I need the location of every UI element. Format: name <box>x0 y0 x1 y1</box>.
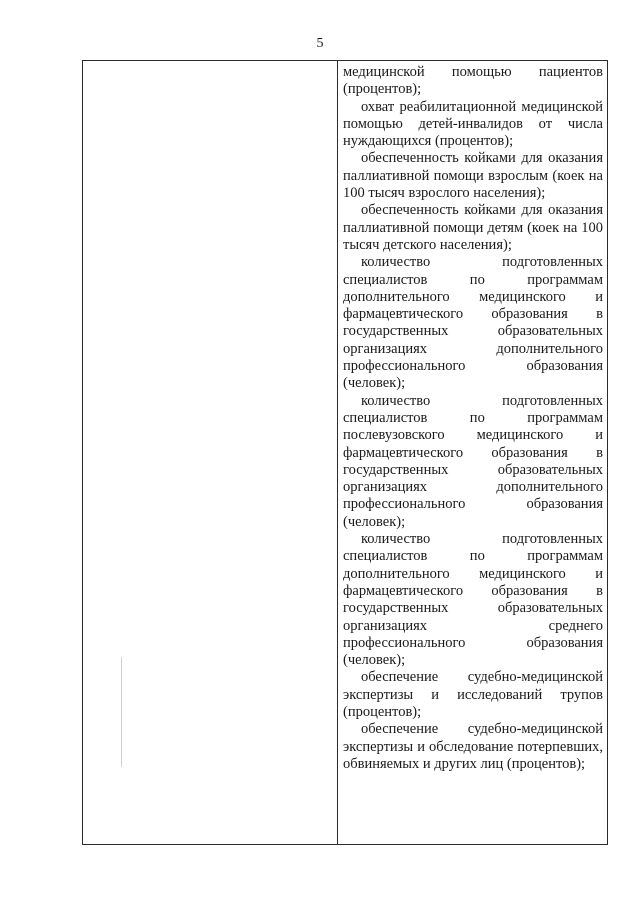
paragraph-rehab-coverage: охват реабилитационной медицинской помощью детей-инвалидов от числа нуждающихся (процентов); <box>343 98 603 150</box>
page-number: 5 <box>316 36 324 51</box>
paragraph-forensic-corpses: обеспечение судебно-медицинской экспертизы и исследований трупов (процентов); <box>343 669 603 720</box>
paragraph-continuation: медицинской помощью пациентов (процентов); <box>343 64 603 98</box>
paragraph-specialists-postgraduate-education: количество подготовленных специалистов по программам послевузовского медицинского и фармацевтического образования в государственных образовательных организациях дополнительного профессионального образования (человек); <box>343 392 603 530</box>
table-left-cell <box>83 61 337 844</box>
table-right-cell <box>343 64 603 773</box>
paragraph-forensic-persons: обеспечение судебно-медицинской экспертизы и обследование потерпевших, обвиняемых и других лиц (процентов); <box>343 721 603 772</box>
scan-artifact-line <box>121 657 122 767</box>
paragraph-specialists-additional-education: количество подготовленных специалистов по программам дополнительного медицинского и фармацевтического образования в государственных образовательных организациях дополнительного профессионального образования (человек); <box>343 254 603 392</box>
paragraph-specialists-secondary-education: количество подготовленных специалистов по программам дополнительного медицинского и фармацевтического образования в государственных образовательных организациях среднего профессионального образования (человек); <box>343 531 603 669</box>
document-table <box>82 60 608 845</box>
paragraph-palliative-beds-adults: обеспеченность койками для оказания паллиативной помощи взрослым (коек на 100 тысяч взрослого населения); <box>343 150 603 202</box>
paragraph-palliative-beds-children: обеспеченность койками для оказания паллиативной помощи детям (коек на 100 тысяч детского населения); <box>343 202 603 253</box>
column-divider <box>337 61 338 844</box>
